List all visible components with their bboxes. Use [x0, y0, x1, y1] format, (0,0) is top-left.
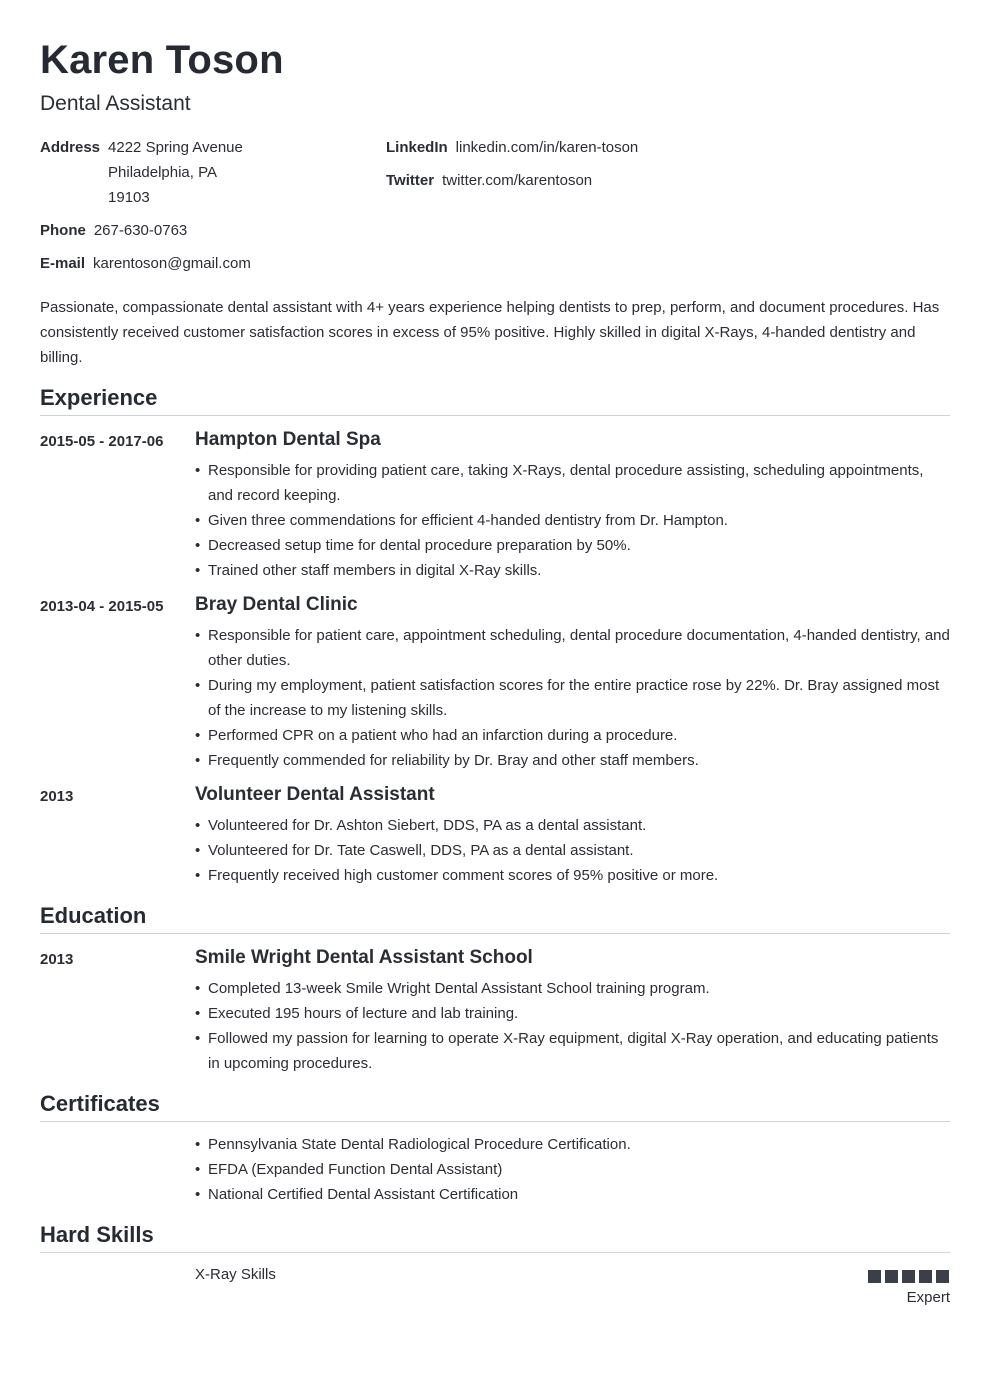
entry-title: Hampton Dental Spa	[195, 429, 381, 450]
certificate-item: • National Certified Dental Assistant Certification	[195, 1182, 950, 1207]
entry-title: Volunteer Dental Assistant	[195, 784, 435, 805]
hard-skills-heading	[40, 1222, 950, 1253]
email-row	[40, 251, 251, 276]
bullet-item: • Given three commendations for efficient 4-handed dentistry from Dr. Hampton.	[195, 508, 950, 533]
entry-dates: 2013	[40, 788, 74, 805]
bullet-item: • Completed 13-week Smile Wright Dental Assistant School training program.	[195, 976, 950, 1001]
email-label: E-mail	[40, 255, 86, 272]
contact-right-column	[386, 135, 638, 193]
entry-dates: 2013-04 - 2015-05	[40, 598, 164, 615]
linkedin-label: LinkedIn	[386, 139, 448, 156]
bullet-item: • Frequently commended for reliability by Dr. Bray and other staff members.	[195, 748, 950, 773]
candidate-name: Karen Toson	[40, 38, 284, 82]
address-value	[108, 135, 243, 210]
bullet-item: • During my employment, patient satisfaction scores for the entire practice rose by 22%. Dr. Bray assigned most of the increase to my listening skills.	[195, 673, 950, 723]
twitter-row	[386, 168, 638, 193]
phone-label: Phone	[40, 222, 86, 239]
rating-square	[936, 1270, 949, 1283]
rating-square	[919, 1270, 932, 1283]
email-value[interactable]: karentoson@gmail.com	[93, 255, 251, 272]
certificates-heading-text: Certificates	[40, 1091, 160, 1116]
phone-row	[40, 218, 251, 243]
profile-summary: Passionate, compassionate dental assistant with 4+ years experience helping dentists to prep, perform, and document procedures. Has consistently received customer satisfaction scores in excess of 95% positive. Highly skilled in digital X-Rays, 4-handed dentistry and billing.	[40, 299, 940, 366]
entry-title: Smile Wright Dental Assistant School	[195, 947, 533, 968]
entry-bullets	[195, 623, 950, 773]
bullet-item: • Frequently received high customer comment scores of 95% positive or more.	[195, 863, 950, 888]
certificate-bullets	[195, 1132, 950, 1207]
entry-dates: 2013	[40, 951, 74, 968]
bullet-item: • Executed 195 hours of lecture and lab training.	[195, 1001, 950, 1026]
certificate-item: • EFDA (Expanded Function Dental Assistant)	[195, 1157, 950, 1182]
experience-heading-text: Experience	[40, 385, 158, 410]
address-line: Philadelphia, PA	[108, 164, 217, 181]
entry-dates: 2015-05 - 2017-06	[40, 433, 164, 450]
address-row	[40, 135, 251, 210]
bullet-item: • Trained other staff members in digital X-Ray skills.	[195, 558, 950, 583]
education-heading-text: Education	[40, 903, 147, 928]
skill-rating	[868, 1270, 949, 1283]
entry-bullets	[195, 976, 950, 1076]
twitter-label: Twitter	[386, 172, 435, 189]
rating-square	[902, 1270, 915, 1283]
experience-heading	[40, 385, 950, 416]
education-heading	[40, 903, 950, 934]
bullet-item: • Volunteered for Dr. Tate Caswell, DDS, PA as a dental assistant.	[195, 838, 950, 863]
entry-bullets	[195, 813, 950, 888]
bullet-item: • Followed my passion for learning to operate X-Ray equipment, digital X-Ray operation, and educating patients in upcoming procedures.	[195, 1026, 950, 1076]
contact-left-column	[40, 135, 251, 276]
rating-square	[868, 1270, 881, 1283]
skill-level: Expert	[906, 1289, 950, 1306]
skill-name: X-Ray Skills	[195, 1266, 276, 1283]
candidate-title: Dental Assistant	[40, 92, 191, 115]
address-label: Address	[40, 139, 101, 156]
certificates-heading	[40, 1091, 950, 1122]
bullet-item: • Decreased setup time for dental procedure preparation by 50%.	[195, 533, 950, 558]
linkedin-row	[386, 135, 638, 160]
linkedin-link[interactable]: linkedin.com/in/karen-toson	[455, 139, 639, 156]
rating-square	[885, 1270, 898, 1283]
hard-skills-heading-text: Hard Skills	[40, 1222, 154, 1247]
bullet-item: • Responsible for providing patient care, taking X-Rays, dental procedure assisting, scheduling appointments, and record keeping.	[195, 458, 950, 508]
bullet-item: • Performed CPR on a patient who had an infarction during a procedure.	[195, 723, 950, 748]
address-line: 19103	[108, 189, 150, 206]
bullet-item: • Volunteered for Dr. Ashton Siebert, DDS, PA as a dental assistant.	[195, 813, 950, 838]
address-line: 4222 Spring Avenue	[108, 139, 243, 156]
entry-bullets	[195, 458, 950, 583]
certificate-item: • Pennsylvania State Dental Radiological Procedure Certification.	[195, 1132, 950, 1157]
phone-value: 267-630-0763	[93, 222, 188, 239]
twitter-link[interactable]: twitter.com/karentoson	[442, 172, 593, 189]
bullet-item: • Responsible for patient care, appointment scheduling, dental procedure documentation, 4-handed dentistry, and other duties.	[195, 623, 950, 673]
entry-title: Bray Dental Clinic	[195, 594, 358, 615]
